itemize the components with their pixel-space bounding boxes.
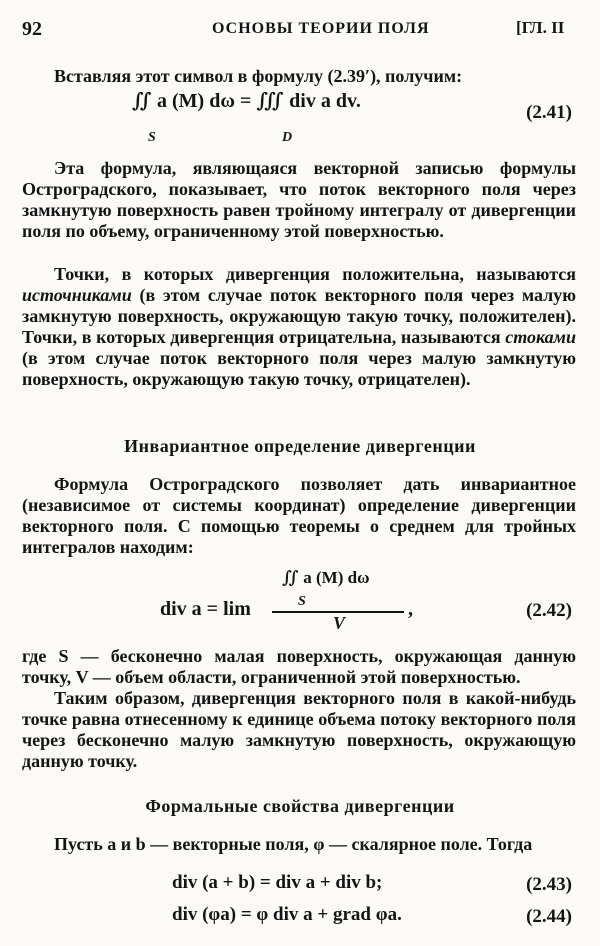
term-sinks: стоками — [505, 327, 576, 347]
equation-2-41-body: ∬ a (M) dω = ∭ div a dv. — [132, 90, 361, 112]
equation-2-42-lhs: div a = lim — [160, 598, 251, 620]
paragraph-5: Таким образом, дивергенция векторного поля в какой-нибудь точке равна отнесенному к единице объема потоку векторного поля через бесконечно малую замкнутую поверхность, окружающую данную точку. — [22, 688, 576, 771]
section-heading-invariant: Инвариантное определение дивергенции — [124, 436, 476, 456]
equation-2-41-sub-d: D — [282, 130, 293, 145]
equation-2-42-denominator: V — [333, 613, 346, 633]
section-heading-formal: Формальные свойства дивергенции — [145, 796, 455, 816]
paragraph-2-part-1: Точки, в которых дивергенция положительна, называются — [54, 264, 576, 284]
intro-line: Вставляя этот символ в формулу (2.39′), получим: — [54, 66, 463, 86]
equation-2-42-number: (2.42) — [526, 600, 572, 621]
equation-2-44-number: (2.44) — [526, 906, 572, 927]
paragraph-6: Пусть a и b — векторные поля, φ — скалярное поле. Тогда — [54, 834, 533, 854]
equation-2-41-sub-s: S — [148, 130, 156, 145]
chapter-label: [ГЛ. II — [516, 18, 565, 37]
paragraph-2-part-3: (в этом случае поток векторного поля через малую замкнутую поверхность, окружающую такую точку, отрицателен). — [22, 348, 576, 389]
equation-2-42-sub-s: S — [298, 594, 306, 609]
equation-2-43-number: (2.43) — [526, 874, 572, 895]
paragraph-2 — [22, 264, 576, 390]
running-title: ОСНОВЫ ТЕОРИИ ПОЛЯ — [212, 20, 430, 37]
equation-2-41 — [132, 88, 361, 113]
equation-2-42-numerator: ∬ a (M) dω — [282, 568, 370, 587]
equation-2-44: div (φa) = φ div a + grad φa. — [172, 904, 402, 925]
equation-2-42-comma: , — [408, 598, 413, 620]
page-number: 92 — [22, 18, 42, 40]
term-sources: источниками — [22, 285, 132, 305]
equation-2-41-number: (2.41) — [526, 102, 572, 123]
paragraph-3: Формула Остроградского позволяет дать инвариантное (независимое от системы координат) определение дивергенции векторного поля. С помощью теоремы о среднем для тройных интегралов находим: — [22, 474, 576, 557]
paragraph-2-part-2: (в этом случае поток векторного поля через малую замкнутую поверхность, окружающую такую точку, положителен). Точки, в которых дивергенция отрицательна, называются — [22, 285, 576, 347]
equation-2-43: div (a + b) = div a + div b; — [172, 872, 383, 893]
paragraph-1: Эта формула, являющаяся векторной записью формулы Остроградского, показывает, что поток векторного поля через замкнутую поверхность равен тройному интегралу от дивергенции поля по объему, ограниченному этой поверхностью. — [22, 158, 576, 241]
paragraph-4: где S — бесконечно малая поверхность, окружающая данную точку, V — объем области, ограниченной этой поверхностью. — [22, 646, 576, 687]
